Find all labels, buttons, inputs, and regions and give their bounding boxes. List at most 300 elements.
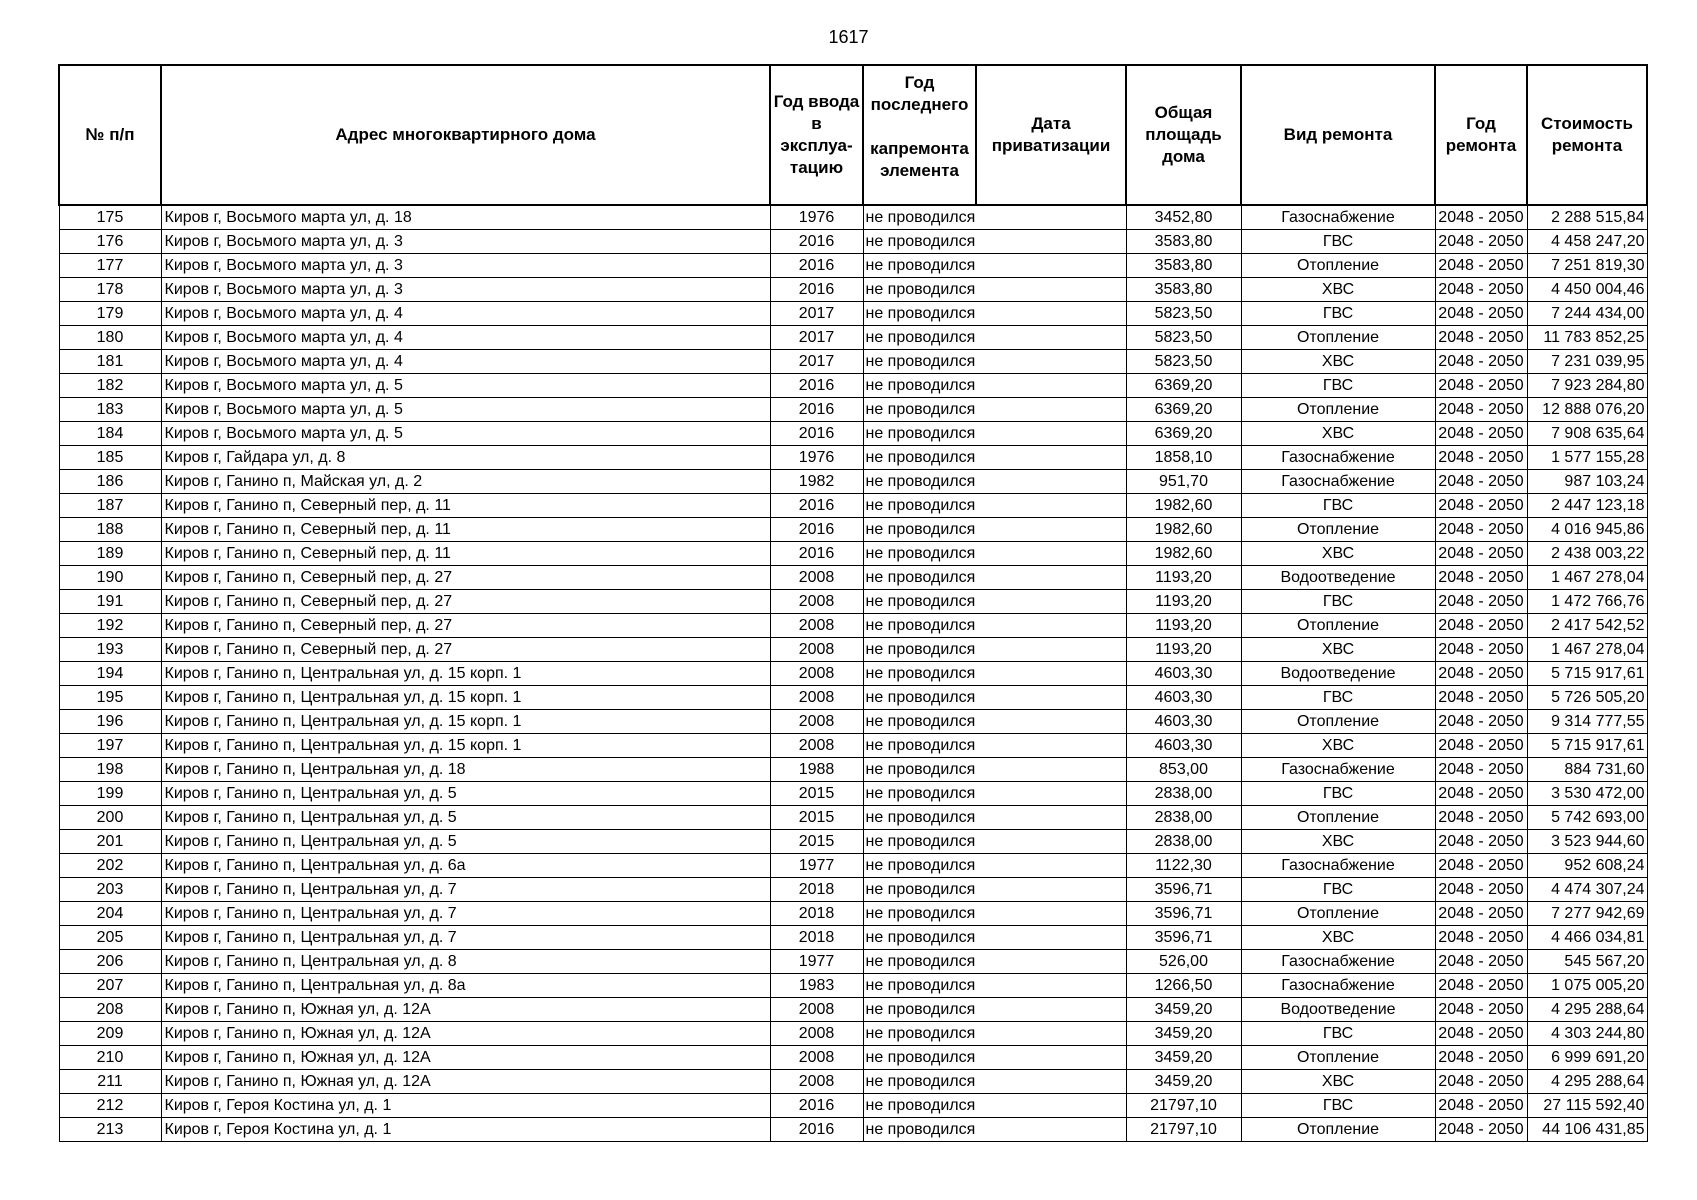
row-number: 182 bbox=[59, 374, 161, 398]
row-number: 186 bbox=[59, 470, 161, 494]
row-number: 199 bbox=[59, 782, 161, 806]
repair-year-cell: 2048 - 2050 bbox=[1435, 446, 1527, 470]
repair-type-cell: ХВС bbox=[1241, 926, 1435, 950]
table-row bbox=[59, 254, 1647, 278]
last-repair-cell: не проводился bbox=[863, 470, 976, 494]
cost-cell: 3 530 472,00 bbox=[1527, 782, 1647, 806]
privatization-cell bbox=[976, 518, 1126, 542]
repair-year-cell: 2048 - 2050 bbox=[1435, 494, 1527, 518]
table-row bbox=[59, 686, 1647, 710]
table-row bbox=[59, 446, 1647, 470]
address-cell: Киров г, Ганино п, Центральная ул, д. 7 bbox=[161, 902, 770, 926]
cost-cell: 1 075 005,20 bbox=[1527, 974, 1647, 998]
last-repair-cell: не проводился bbox=[863, 806, 976, 830]
table-row bbox=[59, 1022, 1647, 1046]
table-row bbox=[59, 518, 1647, 542]
last-repair-cell: не проводился bbox=[863, 686, 976, 710]
cost-cell: 4 016 945,86 bbox=[1527, 518, 1647, 542]
year-built-cell: 2016 bbox=[770, 1094, 863, 1118]
repair-type-cell: Водоотведение bbox=[1241, 662, 1435, 686]
area-cell: 1193,20 bbox=[1126, 614, 1241, 638]
repair-type-cell: Водоотведение bbox=[1241, 998, 1435, 1022]
privatization-cell bbox=[976, 710, 1126, 734]
table-row bbox=[59, 566, 1647, 590]
privatization-cell bbox=[976, 446, 1126, 470]
cost-cell: 1 577 155,28 bbox=[1527, 446, 1647, 470]
repair-type-cell: ХВС bbox=[1241, 278, 1435, 302]
cost-cell: 1 467 278,04 bbox=[1527, 638, 1647, 662]
address-cell: Киров г, Восьмого марта ул, д. 5 bbox=[161, 398, 770, 422]
cost-cell: 44 106 431,85 bbox=[1527, 1118, 1647, 1142]
area-cell: 1266,50 bbox=[1126, 974, 1241, 998]
address-cell: Киров г, Ганино п, Южная ул, д. 12А bbox=[161, 1046, 770, 1070]
year-built-cell: 1977 bbox=[770, 854, 863, 878]
privatization-cell bbox=[976, 1022, 1126, 1046]
table-row bbox=[59, 998, 1647, 1022]
row-number: 194 bbox=[59, 662, 161, 686]
repair-type-cell: Отопление bbox=[1241, 1118, 1435, 1142]
privatization-cell bbox=[976, 1094, 1126, 1118]
repair-type-cell: ХВС bbox=[1241, 350, 1435, 374]
privatization-cell bbox=[976, 350, 1126, 374]
row-number: 191 bbox=[59, 590, 161, 614]
area-cell: 6369,20 bbox=[1126, 422, 1241, 446]
year-built-cell: 2017 bbox=[770, 302, 863, 326]
privatization-cell bbox=[976, 1046, 1126, 1070]
area-cell: 3459,20 bbox=[1126, 1046, 1241, 1070]
last-repair-cell: не проводился bbox=[863, 638, 976, 662]
privatization-cell bbox=[976, 542, 1126, 566]
address-cell: Киров г, Ганино п, Северный пер, д. 27 bbox=[161, 638, 770, 662]
cost-cell: 2 447 123,18 bbox=[1527, 494, 1647, 518]
cost-cell: 9 314 777,55 bbox=[1527, 710, 1647, 734]
privatization-cell bbox=[976, 830, 1126, 854]
area-cell: 4603,30 bbox=[1126, 662, 1241, 686]
area-cell: 1193,20 bbox=[1126, 566, 1241, 590]
row-number: 197 bbox=[59, 734, 161, 758]
repair-year-cell: 2048 - 2050 bbox=[1435, 518, 1527, 542]
table-row bbox=[59, 1046, 1647, 1070]
cost-cell: 7 277 942,69 bbox=[1527, 902, 1647, 926]
area-cell: 3583,80 bbox=[1126, 230, 1241, 254]
year-built-cell: 2016 bbox=[770, 254, 863, 278]
privatization-cell bbox=[976, 662, 1126, 686]
year-built-cell: 2008 bbox=[770, 686, 863, 710]
last-repair-cell: не проводился bbox=[863, 878, 976, 902]
last-repair-cell: не проводился bbox=[863, 230, 976, 254]
area-cell: 1193,20 bbox=[1126, 590, 1241, 614]
row-number: 207 bbox=[59, 974, 161, 998]
repair-year-cell: 2048 - 2050 bbox=[1435, 1046, 1527, 1070]
table-row bbox=[59, 542, 1647, 566]
address-cell: Киров г, Ганино п, Центральная ул, д. 5 bbox=[161, 806, 770, 830]
cost-cell: 2 438 003,22 bbox=[1527, 542, 1647, 566]
last-repair-cell: не проводился bbox=[863, 902, 976, 926]
row-number: 179 bbox=[59, 302, 161, 326]
row-number: 176 bbox=[59, 230, 161, 254]
area-cell: 3452,80 bbox=[1126, 205, 1241, 230]
address-cell: Киров г, Ганино п, Южная ул, д. 12А bbox=[161, 1070, 770, 1094]
cost-cell: 4 458 247,20 bbox=[1527, 230, 1647, 254]
last-repair-cell: не проводился bbox=[863, 998, 976, 1022]
privatization-cell bbox=[976, 614, 1126, 638]
header-last-repair-top: Год последнего bbox=[870, 73, 969, 114]
address-cell: Киров г, Ганино п, Центральная ул, д. 8а bbox=[161, 974, 770, 998]
address-cell: Киров г, Ганино п, Северный пер, д. 11 bbox=[161, 494, 770, 518]
area-cell: 1858,10 bbox=[1126, 446, 1241, 470]
repair-type-cell: Отопление bbox=[1241, 518, 1435, 542]
last-repair-cell: не проводился bbox=[863, 590, 976, 614]
table-row bbox=[59, 854, 1647, 878]
row-number: 175 bbox=[59, 205, 161, 230]
year-built-cell: 2008 bbox=[770, 710, 863, 734]
page-number: 1617 bbox=[828, 27, 869, 47]
year-built-cell: 1988 bbox=[770, 758, 863, 782]
table-row bbox=[59, 1118, 1647, 1142]
table-row bbox=[59, 614, 1647, 638]
area-cell: 4603,30 bbox=[1126, 686, 1241, 710]
privatization-cell bbox=[976, 806, 1126, 830]
repair-year-cell: 2048 - 2050 bbox=[1435, 902, 1527, 926]
privatization-cell bbox=[976, 974, 1126, 998]
repair-year-cell: 2048 - 2050 bbox=[1435, 350, 1527, 374]
table-row bbox=[59, 806, 1647, 830]
row-number: 210 bbox=[59, 1046, 161, 1070]
address-cell: Киров г, Восьмого марта ул, д. 4 bbox=[161, 302, 770, 326]
repair-type-cell: ХВС bbox=[1241, 542, 1435, 566]
row-number: 206 bbox=[59, 950, 161, 974]
row-number: 198 bbox=[59, 758, 161, 782]
year-built-cell: 2016 bbox=[770, 374, 863, 398]
address-cell: Киров г, Восьмого марта ул, д. 3 bbox=[161, 230, 770, 254]
last-repair-cell: не проводился bbox=[863, 662, 976, 686]
cost-cell: 7 908 635,64 bbox=[1527, 422, 1647, 446]
table-row bbox=[59, 494, 1647, 518]
area-cell: 1982,60 bbox=[1126, 542, 1241, 566]
last-repair-cell: не проводился bbox=[863, 1070, 976, 1094]
area-cell: 3596,71 bbox=[1126, 926, 1241, 950]
table-row bbox=[59, 1070, 1647, 1094]
cost-cell: 1 467 278,04 bbox=[1527, 566, 1647, 590]
address-cell: Киров г, Восьмого марта ул, д. 3 bbox=[161, 278, 770, 302]
repair-type-cell: Отопление bbox=[1241, 614, 1435, 638]
last-repair-cell: не проводился bbox=[863, 1118, 976, 1142]
repair-type-cell: Газоснабжение bbox=[1241, 974, 1435, 998]
repair-type-cell: ГВС bbox=[1241, 686, 1435, 710]
repair-schedule-table bbox=[58, 64, 1648, 1142]
address-cell: Киров г, Ганино п, Северный пер, д. 27 bbox=[161, 566, 770, 590]
repair-year-cell: 2048 - 2050 bbox=[1435, 638, 1527, 662]
repair-year-cell: 2048 - 2050 bbox=[1435, 1070, 1527, 1094]
privatization-cell bbox=[976, 782, 1126, 806]
repair-year-cell: 2048 - 2050 bbox=[1435, 1022, 1527, 1046]
repair-type-cell: ГВС bbox=[1241, 302, 1435, 326]
last-repair-cell: не проводился bbox=[863, 854, 976, 878]
year-built-cell: 2016 bbox=[770, 518, 863, 542]
cost-cell: 2 288 515,84 bbox=[1527, 205, 1647, 230]
row-number: 184 bbox=[59, 422, 161, 446]
cost-cell: 7 244 434,00 bbox=[1527, 302, 1647, 326]
privatization-cell bbox=[976, 998, 1126, 1022]
area-cell: 6369,20 bbox=[1126, 374, 1241, 398]
last-repair-cell: не проводился bbox=[863, 518, 976, 542]
cost-cell: 545 567,20 bbox=[1527, 950, 1647, 974]
year-built-cell: 2016 bbox=[770, 230, 863, 254]
address-cell: Киров г, Ганино п, Южная ул, д. 12А bbox=[161, 1022, 770, 1046]
repair-year-cell: 2048 - 2050 bbox=[1435, 806, 1527, 830]
cost-cell: 952 608,24 bbox=[1527, 854, 1647, 878]
row-number: 185 bbox=[59, 446, 161, 470]
cost-cell: 4 303 244,80 bbox=[1527, 1022, 1647, 1046]
last-repair-cell: не проводился bbox=[863, 494, 976, 518]
area-cell: 2838,00 bbox=[1126, 782, 1241, 806]
row-number: 189 bbox=[59, 542, 161, 566]
privatization-cell bbox=[976, 686, 1126, 710]
address-cell: Киров г, Ганино п, Северный пер, д. 27 bbox=[161, 590, 770, 614]
area-cell: 3583,80 bbox=[1126, 254, 1241, 278]
area-cell: 21797,10 bbox=[1126, 1094, 1241, 1118]
row-number: 193 bbox=[59, 638, 161, 662]
area-cell: 4603,30 bbox=[1126, 710, 1241, 734]
year-built-cell: 2008 bbox=[770, 1046, 863, 1070]
repair-year-cell: 2048 - 2050 bbox=[1435, 205, 1527, 230]
privatization-cell bbox=[976, 878, 1126, 902]
repair-year-cell: 2048 - 2050 bbox=[1435, 878, 1527, 902]
year-built-cell: 2008 bbox=[770, 566, 863, 590]
area-cell: 3459,20 bbox=[1126, 1022, 1241, 1046]
table-row bbox=[59, 974, 1647, 998]
address-cell: Киров г, Гайдара ул, д. 8 bbox=[161, 446, 770, 470]
row-number: 188 bbox=[59, 518, 161, 542]
table-row bbox=[59, 278, 1647, 302]
last-repair-cell: не проводился bbox=[863, 278, 976, 302]
header-area: Общая площадь дома bbox=[1126, 65, 1241, 205]
address-cell: Киров г, Ганино п, Северный пер, д. 11 bbox=[161, 542, 770, 566]
table-row bbox=[59, 470, 1647, 494]
row-number: 208 bbox=[59, 998, 161, 1022]
last-repair-cell: не проводился bbox=[863, 926, 976, 950]
address-cell: Киров г, Ганино п, Центральная ул, д. 6а bbox=[161, 854, 770, 878]
address-cell: Киров г, Восьмого марта ул, д. 5 bbox=[161, 374, 770, 398]
table-row bbox=[59, 350, 1647, 374]
repair-type-cell: Отопление bbox=[1241, 1046, 1435, 1070]
last-repair-cell: не проводился bbox=[863, 350, 976, 374]
address-cell: Киров г, Ганино п, Северный пер, д. 27 bbox=[161, 614, 770, 638]
last-repair-cell: не проводился bbox=[863, 758, 976, 782]
repair-type-cell: Отопление bbox=[1241, 254, 1435, 278]
year-built-cell: 1982 bbox=[770, 470, 863, 494]
repair-type-cell: ХВС bbox=[1241, 1070, 1435, 1094]
privatization-cell bbox=[976, 398, 1126, 422]
repair-year-cell: 2048 - 2050 bbox=[1435, 734, 1527, 758]
repair-year-cell: 2048 - 2050 bbox=[1435, 614, 1527, 638]
table-row bbox=[59, 422, 1647, 446]
repair-year-cell: 2048 - 2050 bbox=[1435, 974, 1527, 998]
table-row bbox=[59, 205, 1647, 230]
repair-type-cell: ГВС bbox=[1241, 494, 1435, 518]
repair-year-cell: 2048 - 2050 bbox=[1435, 398, 1527, 422]
year-built-cell: 2016 bbox=[770, 1118, 863, 1142]
address-cell: Киров г, Героя Костина ул, д. 1 bbox=[161, 1118, 770, 1142]
privatization-cell bbox=[976, 494, 1126, 518]
cost-cell: 4 474 307,24 bbox=[1527, 878, 1647, 902]
year-built-cell: 2008 bbox=[770, 614, 863, 638]
repair-year-cell: 2048 - 2050 bbox=[1435, 1118, 1527, 1142]
repair-type-cell: Отопление bbox=[1241, 902, 1435, 926]
year-built-cell: 2008 bbox=[770, 734, 863, 758]
privatization-cell bbox=[976, 326, 1126, 350]
repair-type-cell: ГВС bbox=[1241, 230, 1435, 254]
year-built-cell: 2018 bbox=[770, 878, 863, 902]
last-repair-cell: не проводился bbox=[863, 254, 976, 278]
repair-type-cell: Отопление bbox=[1241, 398, 1435, 422]
repair-type-cell: Отопление bbox=[1241, 710, 1435, 734]
year-built-cell: 2008 bbox=[770, 638, 863, 662]
area-cell: 1193,20 bbox=[1126, 638, 1241, 662]
table-row bbox=[59, 878, 1647, 902]
header-num: № п/п bbox=[59, 65, 161, 205]
table-row bbox=[59, 374, 1647, 398]
repair-type-cell: Газоснабжение bbox=[1241, 205, 1435, 230]
repair-type-cell: Водоотведение bbox=[1241, 566, 1435, 590]
privatization-cell bbox=[976, 254, 1126, 278]
repair-year-cell: 2048 - 2050 bbox=[1435, 758, 1527, 782]
privatization-cell bbox=[976, 302, 1126, 326]
cost-cell: 3 523 944,60 bbox=[1527, 830, 1647, 854]
table-row bbox=[59, 326, 1647, 350]
last-repair-cell: не проводился bbox=[863, 1094, 976, 1118]
last-repair-cell: не проводился bbox=[863, 302, 976, 326]
address-cell: Киров г, Ганино п, Центральная ул, д. 7 bbox=[161, 926, 770, 950]
repair-year-cell: 2048 - 2050 bbox=[1435, 782, 1527, 806]
row-number: 203 bbox=[59, 878, 161, 902]
year-built-cell: 2008 bbox=[770, 1070, 863, 1094]
area-cell: 3459,20 bbox=[1126, 998, 1241, 1022]
repair-year-cell: 2048 - 2050 bbox=[1435, 590, 1527, 614]
repair-type-cell: Газоснабжение bbox=[1241, 950, 1435, 974]
area-cell: 1982,60 bbox=[1126, 518, 1241, 542]
repair-year-cell: 2048 - 2050 bbox=[1435, 662, 1527, 686]
privatization-cell bbox=[976, 902, 1126, 926]
repair-type-cell: ХВС bbox=[1241, 638, 1435, 662]
privatization-cell bbox=[976, 950, 1126, 974]
area-cell: 3583,80 bbox=[1126, 278, 1241, 302]
year-built-cell: 1976 bbox=[770, 446, 863, 470]
table-row bbox=[59, 662, 1647, 686]
area-cell: 21797,10 bbox=[1126, 1118, 1241, 1142]
area-cell: 2838,00 bbox=[1126, 806, 1241, 830]
repair-year-cell: 2048 - 2050 bbox=[1435, 854, 1527, 878]
cost-cell: 4 466 034,81 bbox=[1527, 926, 1647, 950]
area-cell: 1122,30 bbox=[1126, 854, 1241, 878]
year-built-cell: 2008 bbox=[770, 590, 863, 614]
address-cell: Киров г, Ганино п, Центральная ул, д. 5 bbox=[161, 830, 770, 854]
table-row bbox=[59, 926, 1647, 950]
area-cell: 2838,00 bbox=[1126, 830, 1241, 854]
repair-type-cell: ГВС bbox=[1241, 1022, 1435, 1046]
area-cell: 1982,60 bbox=[1126, 494, 1241, 518]
row-number: 202 bbox=[59, 854, 161, 878]
row-number: 187 bbox=[59, 494, 161, 518]
area-cell: 3596,71 bbox=[1126, 878, 1241, 902]
repair-year-cell: 2048 - 2050 bbox=[1435, 254, 1527, 278]
privatization-cell bbox=[976, 278, 1126, 302]
year-built-cell: 2015 bbox=[770, 782, 863, 806]
cost-cell: 884 731,60 bbox=[1527, 758, 1647, 782]
address-cell: Киров г, Ганино п, Центральная ул, д. 15 корп. 1 bbox=[161, 710, 770, 734]
year-built-cell: 2018 bbox=[770, 926, 863, 950]
year-built-cell: 2008 bbox=[770, 1022, 863, 1046]
address-cell: Киров г, Ганино п, Северный пер, д. 11 bbox=[161, 518, 770, 542]
year-built-cell: 2008 bbox=[770, 998, 863, 1022]
privatization-cell bbox=[976, 470, 1126, 494]
row-number: 195 bbox=[59, 686, 161, 710]
cost-cell: 4 295 288,64 bbox=[1527, 998, 1647, 1022]
cost-cell: 5 715 917,61 bbox=[1527, 734, 1647, 758]
address-cell: Киров г, Восьмого марта ул, д. 4 bbox=[161, 350, 770, 374]
privatization-cell bbox=[976, 1118, 1126, 1142]
row-number: 201 bbox=[59, 830, 161, 854]
cost-cell: 12 888 076,20 bbox=[1527, 398, 1647, 422]
cost-cell: 5 726 505,20 bbox=[1527, 686, 1647, 710]
area-cell: 5823,50 bbox=[1126, 350, 1241, 374]
repair-year-cell: 2048 - 2050 bbox=[1435, 926, 1527, 950]
repair-type-cell: Отопление bbox=[1241, 806, 1435, 830]
repair-type-cell: ХВС bbox=[1241, 734, 1435, 758]
table-row bbox=[59, 782, 1647, 806]
address-cell: Киров г, Ганино п, Центральная ул, д. 15 корп. 1 bbox=[161, 734, 770, 758]
table-row bbox=[59, 590, 1647, 614]
repair-type-cell: ГВС bbox=[1241, 878, 1435, 902]
last-repair-cell: не проводился bbox=[863, 1022, 976, 1046]
last-repair-cell: не проводился bbox=[863, 542, 976, 566]
address-cell: Киров г, Восьмого марта ул, д. 4 bbox=[161, 326, 770, 350]
address-cell: Киров г, Ганино п, Центральная ул, д. 18 bbox=[161, 758, 770, 782]
last-repair-cell: не проводился bbox=[863, 830, 976, 854]
table-header-row bbox=[59, 65, 1647, 205]
row-number: 192 bbox=[59, 614, 161, 638]
address-cell: Киров г, Ганино п, Майская ул, д. 2 bbox=[161, 470, 770, 494]
repair-type-cell: ГВС bbox=[1241, 590, 1435, 614]
last-repair-cell: не проводился bbox=[863, 326, 976, 350]
year-built-cell: 1983 bbox=[770, 974, 863, 998]
last-repair-cell: не проводился bbox=[863, 710, 976, 734]
area-cell: 951,70 bbox=[1126, 470, 1241, 494]
year-built-cell: 2016 bbox=[770, 542, 863, 566]
cost-cell: 5 715 917,61 bbox=[1527, 662, 1647, 686]
privatization-cell bbox=[976, 758, 1126, 782]
area-cell: 526,00 bbox=[1126, 950, 1241, 974]
last-repair-cell: не проводился bbox=[863, 734, 976, 758]
year-built-cell: 2017 bbox=[770, 326, 863, 350]
row-number: 209 bbox=[59, 1022, 161, 1046]
repair-type-cell: ХВС bbox=[1241, 422, 1435, 446]
privatization-cell bbox=[976, 422, 1126, 446]
row-number: 181 bbox=[59, 350, 161, 374]
year-built-cell: 1977 bbox=[770, 950, 863, 974]
header-privatization: Дата приватизации bbox=[976, 65, 1126, 205]
row-number: 178 bbox=[59, 278, 161, 302]
header-year-built: Год ввода в эксплуа-тацию bbox=[770, 65, 863, 205]
repair-year-cell: 2048 - 2050 bbox=[1435, 830, 1527, 854]
address-cell: Киров г, Ганино п, Центральная ул, д. 5 bbox=[161, 782, 770, 806]
repair-year-cell: 2048 - 2050 bbox=[1435, 278, 1527, 302]
repair-year-cell: 2048 - 2050 bbox=[1435, 566, 1527, 590]
repair-type-cell: ХВС bbox=[1241, 830, 1435, 854]
cost-cell: 7 231 039,95 bbox=[1527, 350, 1647, 374]
area-cell: 4603,30 bbox=[1126, 734, 1241, 758]
table-row bbox=[59, 302, 1647, 326]
